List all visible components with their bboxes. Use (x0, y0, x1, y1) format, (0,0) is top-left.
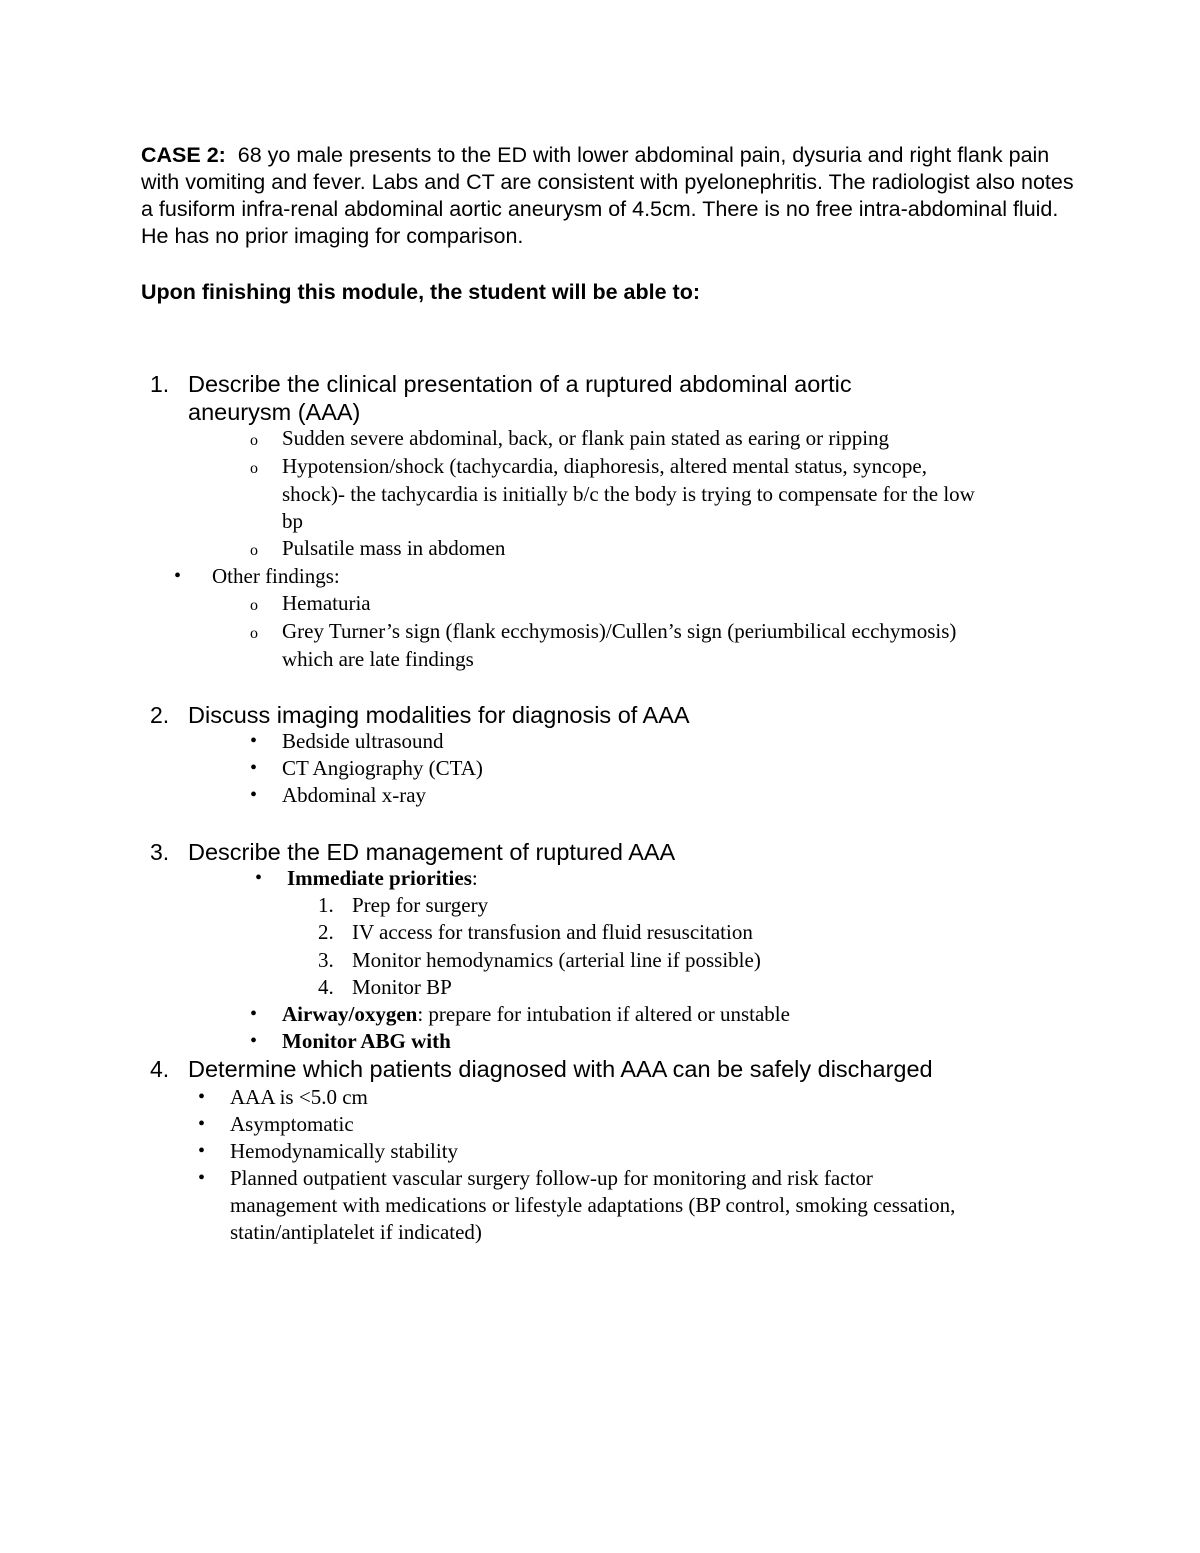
objective-title: Describe the ED management of ruptured AAA (188, 839, 676, 865)
bullet-icon: • (250, 757, 258, 779)
objective-title: Discuss imaging modalities for diagnosis of AAA (188, 702, 690, 728)
case-text: 68 yo male presents to the ED with lower abdominal pain, dysuria and right flank pain with vomiting and fever. Labs and CT are consistent with pyelonephritis. The radiologist also notes a fusiform infra-renal abdominal aortic aneurysm of 4.5cm. There is no free intra-abdominal fluid. He has no prior imaging for comparison. (141, 143, 1074, 248)
bullet-icon: • (174, 565, 182, 587)
list-item: Hemodynamically stability (230, 1139, 459, 1163)
airway-text: : prepare for intubation if altered or unstable (417, 1002, 790, 1026)
list-item: Grey Turner’s sign (flank ecchymosis)/Cullen’s sign (periumbilical ecchymosis) (282, 619, 957, 643)
immediate-priorities-label: Immediate priorities (287, 866, 472, 890)
circle-bullet-icon: o (250, 432, 258, 449)
list-item: CT Angiography (CTA) (282, 756, 483, 780)
list-item-continued: statin/antiplatelet if indicated) (230, 1220, 482, 1244)
list-item-continued: management with medications or lifestyle adaptations (BP control, smoking cessation, (230, 1193, 956, 1217)
list-item: Hematuria (282, 591, 371, 615)
priority-number: 1. (318, 893, 334, 917)
priority-item: Monitor BP (352, 975, 452, 999)
priority-item: IV access for transfusion and fluid resuscitation (352, 920, 753, 944)
objectives-heading: Upon finishing this module, the student will be able to: (141, 280, 700, 304)
circle-bullet-icon: o (250, 542, 258, 559)
list-item: Asymptomatic (230, 1112, 354, 1136)
airway-label: Airway/oxygen (282, 1002, 418, 1026)
list-item: Planned outpatient vascular surgery follow-up for monitoring and risk factor (230, 1166, 873, 1190)
list-item: Bedside ultrasound (282, 729, 444, 753)
list-item: Hypotension/shock (tachycardia, diaphoresis, altered mental status, syncope, (282, 454, 927, 478)
case-paragraph (141, 142, 1081, 250)
priority-number: 2. (318, 920, 334, 944)
list-item: Abdominal x-ray (282, 783, 427, 807)
priority-item: Prep for surgery (352, 893, 489, 917)
list-item-continued: which are late findings (282, 647, 474, 671)
list-item: AAA is <5.0 cm (230, 1085, 368, 1109)
objective-title: Describe the clinical presentation of a ruptured abdominal aortic (188, 371, 852, 397)
circle-bullet-icon: o (250, 625, 258, 642)
circle-bullet-icon: o (250, 460, 258, 477)
bullet-icon: • (250, 784, 258, 806)
bullet-icon: • (255, 867, 263, 889)
list-item-continued: bp (282, 509, 303, 533)
circle-bullet-icon: o (250, 597, 258, 614)
objective-title: Determine which patients diagnosed with AAA can be safely discharged (188, 1056, 933, 1082)
bullet-icon: • (198, 1086, 206, 1108)
objective-number: 3. (150, 839, 170, 865)
priority-number: 4. (318, 975, 334, 999)
bullet-icon: • (250, 730, 258, 752)
other-findings-label: Other findings: (212, 564, 340, 588)
bullet-icon: • (198, 1140, 206, 1162)
bullet-icon: • (198, 1113, 206, 1135)
list-item: Pulsatile mass in abdomen (282, 536, 506, 560)
objective-number: 4. (150, 1056, 170, 1082)
objective-title-continued: aneurysm (AAA) (188, 399, 361, 425)
bullet-icon: • (250, 1030, 258, 1052)
priority-item: Monitor hemodynamics (arterial line if possible) (352, 948, 761, 972)
objective-number: 2. (150, 702, 170, 728)
case-label: CASE 2: (141, 143, 226, 167)
objective-number: 1. (150, 371, 170, 397)
colon: : (471, 866, 478, 890)
monitor-abg-label: Monitor ABG with (282, 1029, 451, 1053)
priority-number: 3. (318, 948, 334, 972)
bullet-icon: • (198, 1167, 206, 1189)
bullet-icon: • (250, 1003, 258, 1025)
list-item-continued: shock)- the tachycardia is initially b/c the body is trying to compensate for the low (282, 482, 975, 506)
list-item: Sudden severe abdominal, back, or flank pain stated as earing or ripping (282, 426, 890, 450)
